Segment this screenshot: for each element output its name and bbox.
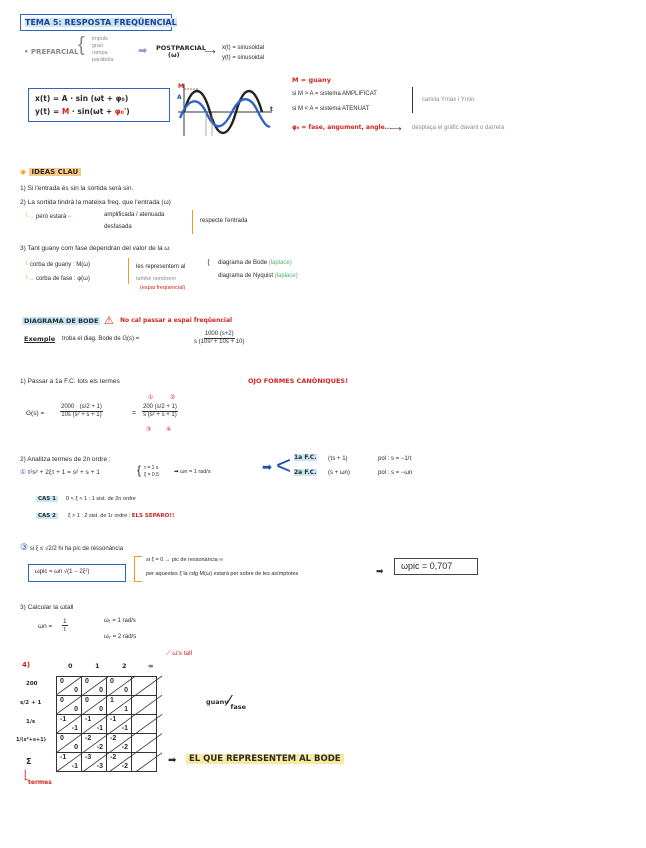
prefarcial-label: • PREFARCIAL — [24, 48, 79, 56]
g-fraction-2: $\frac{200 (s/2 + 1)}{\text{s (s² + s + 1)}}$ — [143, 404, 177, 418]
cell-phase: -1 — [71, 763, 78, 770]
cell-diagonal — [83, 695, 110, 714]
cell-phase: -1 — [121, 725, 128, 732]
wn-fraction: $\frac{1}{\tau}$ — [63, 618, 67, 634]
equals-sign: = — [132, 410, 137, 417]
bode-result: EL QUE REPRESENTEM AL BODE — [186, 755, 344, 765]
cell-phase: 0 — [99, 687, 103, 694]
cell-gain: 0 — [60, 678, 64, 685]
cell-phase: -3 — [96, 763, 103, 770]
cell-gain: -2 — [110, 754, 117, 761]
col-header: 1 — [95, 662, 100, 670]
cell-gain: -2 — [110, 735, 117, 742]
graph-label-t: t — [270, 106, 273, 113]
bracket-icon: < — [276, 450, 292, 480]
cell-phase: 0 — [74, 687, 78, 694]
col-header: 2 — [122, 662, 127, 670]
row-header: s/2 + 1 — [20, 700, 42, 706]
step-3-title: 3) Calcular la ωtall — [20, 604, 74, 611]
idea-2-a: amplificada / atenuada — [104, 212, 165, 218]
cell-gain: 0 — [60, 697, 64, 704]
cell-diagonal — [136, 714, 163, 733]
cell-phase: 0 — [99, 706, 103, 713]
cell-phase: 0 — [74, 744, 78, 751]
brace-line — [412, 87, 413, 113]
arrow-right-icon: ➡ — [168, 755, 177, 766]
example-fraction: $\frac{1000 (s+2)}{\text{s (10s² + 10s + 10)}}$ — [194, 331, 245, 345]
sine-graph — [176, 82, 276, 140]
cell-diagonal — [109, 753, 136, 772]
arrow-icon: ⟶ — [204, 47, 216, 56]
cell-diagonal — [136, 734, 163, 753]
ws-tall-note: ⟋ ω's tall — [166, 650, 193, 657]
cell-gain: 0 — [85, 678, 89, 685]
idea-2-but: └→ però estarà ⌐ — [24, 214, 72, 220]
arrow-icon: ⟶ — [390, 124, 402, 133]
bode-warning: No cal passar a espai freqüencial — [120, 317, 233, 324]
page-title — [20, 14, 177, 31]
resonance-condition: ③ si ξ ≤ √2/2 hi ha pic de ressonància — [20, 542, 124, 552]
cell-diagonal — [56, 714, 83, 733]
bracket-line — [134, 556, 142, 582]
circle-icon: ◉ — [20, 168, 27, 176]
idea-1: 1) Si l'entrada és sin la sortida serà sin. — [20, 185, 134, 192]
arrow-icon: ⟨ — [207, 258, 211, 267]
brace-line — [192, 210, 193, 234]
step-4-label: 4) — [22, 661, 31, 669]
gain-amplified: si M > A = sistema AMPLIFICAT — [292, 91, 377, 97]
cas-2-text: ξ > 1 : 2 sist. de 1r ordre : ELS SEPARO!! — [68, 513, 175, 519]
step-2-wn: ➡ ωn = 1 rad/s — [174, 469, 211, 475]
formula-box — [28, 88, 170, 122]
cell-gain: -2 — [85, 735, 92, 742]
list-item: graó — [92, 42, 104, 49]
list-item: parábola — [92, 56, 114, 63]
cell-diagonal — [136, 753, 163, 772]
cell-gain: 0 — [85, 697, 89, 704]
cell-gain: -1 — [110, 716, 117, 723]
cell-diagonal — [136, 676, 163, 695]
cell-phase: -2 — [96, 744, 103, 751]
g-fraction-1: $\frac{2000 \cdot (s/2 + 1)}{\text{10s (s² + s + 1)}}$ — [61, 404, 102, 418]
g-lhs: G(s) = — [26, 410, 45, 417]
termes-arrow: ⎣ — [24, 770, 29, 780]
postparcial-results: x(t) = sinusoidal y(t) = sinusoidal — [222, 45, 265, 61]
cell-gain: 1 — [110, 697, 114, 704]
row-header: 200 — [26, 681, 38, 687]
cell-gain: -1 — [60, 716, 67, 723]
gain-definition: M = guany — [292, 76, 331, 84]
w1-value: ω₁ = 1 rad/s — [104, 618, 136, 624]
prefarcial-list — [92, 36, 113, 64]
title-text: TEMA 5: RESPOSTA FREQÜENCIAL — [25, 18, 177, 27]
wpic-formula: ωpic = ωn √(1 − 2ξ²) — [28, 564, 126, 582]
idea-3-f: diagrama de Bode (laplace) — [218, 260, 292, 266]
idea-3-g: diagrama de Nyquist (laplace) — [218, 273, 298, 279]
cell-gain: 0 — [110, 678, 114, 685]
row-header: 1/(s²+s+1) — [16, 737, 46, 743]
pol-1: pol : s = −1/τ — [378, 456, 412, 462]
row-header: Σ — [26, 757, 32, 766]
fc2-expr: (s + ωn) — [328, 470, 350, 476]
idea-3-e: (espai freqüencial) — [140, 285, 186, 291]
idea-3: 3) Tant guany com fase dependran del valor de la ω — [20, 245, 170, 252]
cas-1-text: 0 < ξ < 1 : 1 sist. de 2n ordre — [66, 496, 136, 502]
idea-2-b: desfasada — [104, 224, 132, 230]
phase-definition: φ₀ = fase, angument, angle... — [292, 124, 392, 131]
example-label: Exemple — [24, 335, 56, 343]
cell-phase: -1 — [96, 725, 103, 732]
cell-phase: 0 — [74, 706, 78, 713]
resonance-note: per aquestes ξ la cdg M(ω) estarà per sobre de les asímptotes — [146, 571, 299, 577]
brace-icon: { — [137, 463, 142, 477]
warning-icon: ⚠ — [104, 315, 114, 327]
cell-diagonal — [109, 695, 136, 714]
col-header: 0 — [68, 662, 73, 670]
formula-x: x(t) = A · sin (ωt + φ₀) — [35, 94, 129, 103]
graph-label-a: A — [177, 94, 182, 101]
formula-y: y(t) = M · sin(ωt + φ₀') — [35, 107, 130, 117]
ojo-note: OJO FORMES CANÒNIQUES! — [248, 377, 349, 385]
fc2: 2a F.C. — [294, 469, 317, 476]
bode-title: DIAGRAMA DE BODE — [24, 317, 99, 325]
col-header: ∞ — [148, 662, 154, 670]
idea-3-b: └→ corba de fase : φ(ω) — [24, 276, 90, 282]
circled-number: ① — [148, 395, 154, 401]
idea-3-a: └ corba de guany : M(ω) — [24, 262, 90, 268]
postparcial-label: POSTPARCIAL (ω) — [156, 44, 206, 60]
termes-label: termes — [28, 779, 52, 786]
cell-diagonal — [109, 734, 136, 753]
cell-diagonal — [56, 734, 83, 753]
wn-lhs: ωn = — [38, 623, 53, 630]
circled-number: ③ — [146, 427, 152, 433]
brace-line — [128, 258, 129, 284]
fc1-expr: (τs + 1) — [328, 456, 348, 462]
idea-3-d: també nombrem — [136, 276, 177, 282]
arrow-right-icon: ➡ — [138, 45, 148, 57]
cell-diagonal — [83, 734, 110, 753]
cell-gain: -3 — [85, 754, 92, 761]
list-item: rampa — [92, 49, 108, 56]
circled-number: ② — [170, 395, 176, 401]
fc1: 1a F.C. — [294, 454, 317, 461]
cell-phase: -2 — [121, 744, 128, 751]
gain-attenuated: si M < A = sistema ATENUAT — [292, 106, 370, 112]
brace-icon: { — [78, 34, 85, 56]
cell-diagonal — [109, 676, 136, 695]
list-item: impuls — [92, 36, 108, 42]
cell-diagonal — [56, 676, 83, 695]
cell-phase: 1 — [124, 706, 128, 713]
graph-label-m: M — [178, 83, 184, 90]
step-2-conds: τ = 1 s ξ = 0.5 — [144, 465, 159, 478]
step-2-title: 2) Analitza termes de 2n ordre : — [20, 456, 111, 463]
example-text: troba el diag. Bode de G(s) = — [62, 336, 140, 342]
cell-diagonal — [83, 753, 110, 772]
step-1-title: 1) Passar a 1a F.C. tots els termes — [20, 378, 120, 385]
cell-phase: -2 — [121, 763, 128, 770]
idea-2: 2) La sortida tindrà la mateixa freq. que l'entrada (ω) — [20, 199, 171, 206]
cell-diagonal — [56, 753, 83, 772]
cell-diagonal — [83, 676, 110, 695]
w2-value: ω₂ = 2 rad/s — [104, 634, 137, 640]
cell-phase: 0 — [124, 687, 128, 694]
ideas-title: ◉ IDEAS CLAU — [20, 168, 81, 176]
pol-2: pol : s = −ωn — [378, 470, 413, 476]
cell-gain: 0 — [60, 735, 64, 742]
cell-diagonal — [83, 714, 110, 733]
row-header: 1/s — [26, 719, 36, 725]
bullet-icon: • — [24, 48, 29, 56]
cell-gain: -1 — [85, 716, 92, 723]
cell-diagonal — [109, 714, 136, 733]
cas-2-label: CAS 2 — [38, 513, 56, 519]
step-2-eq: ① τ²s² + 2ξτ + 1 = s² + s + 1 — [20, 469, 100, 476]
circled-number: ④ — [166, 427, 172, 433]
idea-2-c: respecte l'entrada — [200, 218, 248, 224]
cell-gain: -1 — [60, 754, 67, 761]
cell-phase: -1 — [71, 725, 78, 732]
cell-diagonal — [56, 695, 83, 714]
cas-1-label: CAS 1 — [38, 496, 56, 502]
arrow-right-icon: ➡ — [262, 460, 273, 474]
arrow-right-icon: ➡ — [376, 566, 384, 576]
cell-diagonal — [136, 695, 163, 714]
wpic-result: ωpic = 0,707 — [394, 558, 478, 575]
phase-note: desplaça el gràfic davant o darrera — [412, 125, 505, 131]
gain-note: canvia Ymàx i Ymin — [422, 97, 475, 103]
table-diagonals — [56, 676, 162, 772]
idea-3-c: les representem al — [136, 264, 186, 270]
guany-fase-key: guany⁄fase — [206, 693, 247, 711]
resonance-infinite: si ξ = 0 → pic de ressonància ∞ — [146, 557, 224, 563]
